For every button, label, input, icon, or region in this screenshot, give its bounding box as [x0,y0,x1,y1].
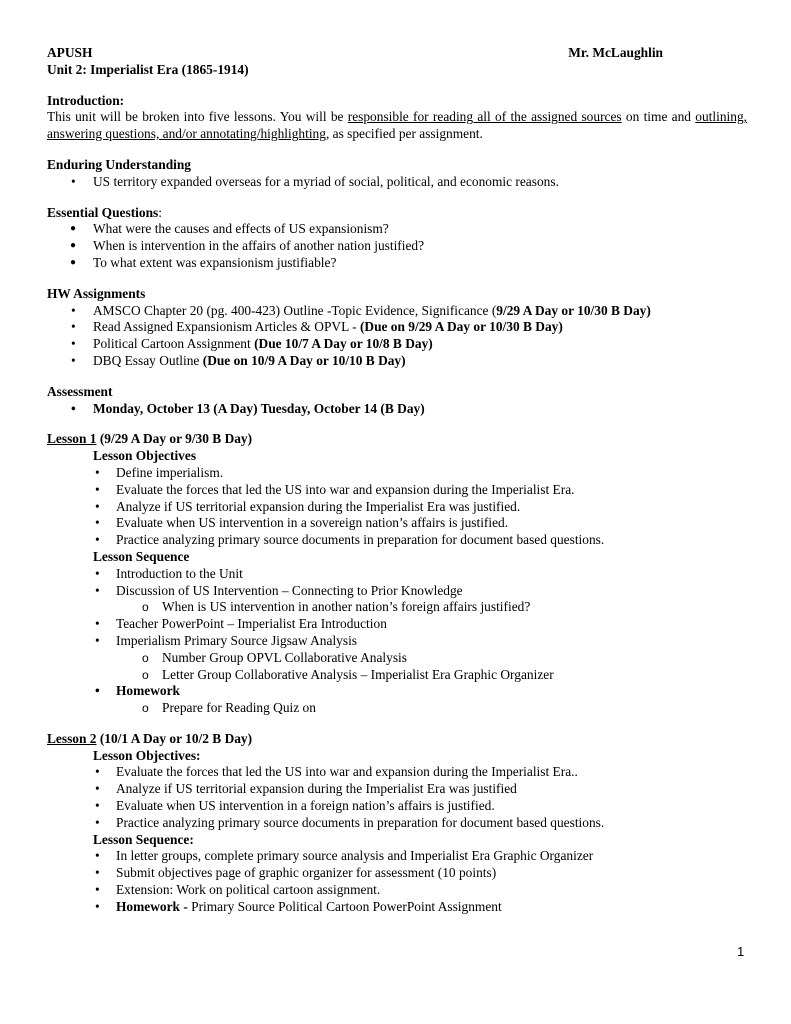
enduring-heading: Enduring Understanding [47,156,192,172]
sub-list-item: o Number Group OPVL Collaborative Analysis [47,650,747,667]
list-item: • Imperialism Primary Source Jigsaw Analysis [47,633,747,650]
hw-due: (Due on 10/9 A Day or 10/10 B Day) [202,352,406,368]
hw-due: 9/29 A Day or 10/30 B Day) [496,302,651,318]
homework-label: Homework - [116,898,188,914]
list-item: • Evaluate the forces that led the US into war and expansion during the Imperialist Era.. [47,764,747,781]
homework-text: Primary Source Political Cartoon PowerPoint Assignment [187,898,502,914]
sub-list-item: o Prepare for Reading Quiz on [47,700,747,717]
intro-text: This unit will be broken into five lessons. You will be [47,109,348,125]
intro-underline-1: responsible for reading all of the assigned sources [347,109,622,125]
lesson1-objectives-heading: Lesson Objectives [93,448,197,464]
course-name: APUSH [47,45,93,60]
list-item [47,353,747,370]
hw-text: Political Cartoon Assignment [93,336,255,352]
list-item: • Submit objectives page of graphic organizer for assessment (10 points) [47,865,747,882]
list-item [47,303,747,320]
list-item: • Monday, October 13 (A Day) Tuesday, October 14 (B Day) [47,401,747,418]
hw-text: AMSCO Chapter 20 (pg. 400-423) Outline -Topic Evidence, Significance ( [93,302,497,318]
list-item: • US territory expanded overseas for a myriad of social, political, and economic reasons. [47,174,747,191]
lesson2-date: (10/1 A Day or 10/2 B Day) [96,730,253,746]
sub-list-item: o When is US intervention in another nation’s foreign affairs justified? [47,599,747,616]
list-item: • Evaluate when US intervention in a sovereign nation’s affairs is justified. [47,515,747,532]
intro-paragraph [47,109,747,143]
essential-heading: Essential Questions [47,204,159,220]
list-item: • Analyze if US territorial expansion during the Imperialist Era was justified. [47,499,747,516]
list-item: • Define imperialism. [47,465,747,482]
list-item [47,899,747,916]
list-item: • In letter groups, complete primary source analysis and Imperialist Era Graphic Organizer [47,848,747,865]
document-page [47,45,747,916]
page-number: 1 [737,944,745,959]
list-item: ● To what extent was expansionism justifiable? [47,255,747,272]
intro-text: , as specified per assignment. [325,126,483,142]
list-item: • Practice analyzing primary source documents in preparation for document based questions. [47,532,747,549]
list-item: ● What were the causes and effects of US expansionism? [47,221,747,238]
lesson1-heading [47,431,747,448]
list-item [47,336,747,353]
intro-text: on time and [621,109,696,125]
lesson1-sequence-heading: Lesson Sequence [93,548,190,564]
hw-due: (Due on 9/29 A Day or 10/30 B Day) [359,319,563,335]
intro-heading: Introduction: [47,92,125,108]
header-row [47,45,747,62]
list-item: ● When is intervention in the affairs of another nation justified? [47,238,747,255]
list-item [47,319,747,336]
essential-heading-row [47,205,747,222]
list-item: • Teacher PowerPoint – Imperialist Era Introduction [47,616,747,633]
lesson2-sequence-heading: Lesson Sequence: [93,831,194,847]
list-item: • Evaluate when US intervention in a foreign nation’s affairs is justified. [47,798,747,815]
list-item: • Homework [47,683,747,700]
hw-heading: HW Assignments [47,285,146,301]
list-item: • Discussion of US Intervention – Connecting to Prior Knowledge [47,583,747,600]
essential-colon: : [158,204,162,220]
list-item: • Introduction to the Unit [47,566,747,583]
hw-due: (Due 10/7 A Day or 10/8 B Day) [254,336,433,352]
hw-text: Read Assigned Expansionism Articles & OPVL - [93,319,360,335]
list-item: • Extension: Work on political cartoon assignment. [47,882,747,899]
intro-underline-2: outlining, answering questions, and/or annotating/highlighting [47,109,747,142]
lesson1-date: (9/29 A Day or 9/30 B Day) [96,431,253,447]
unit-title: Unit 2: Imperialist Era (1865-1914) [47,61,249,77]
lesson2-label: Lesson 2 [47,730,97,746]
lesson2-objectives-heading: Lesson Objectives: [93,747,201,763]
lesson2-heading [47,731,747,748]
hw-text: DBQ Essay Outline [93,352,203,368]
list-item: • Analyze if US territorial expansion during the Imperialist Era was justified [47,781,747,798]
teacher-name: Mr. McLaughlin [568,45,663,60]
lesson1-label: Lesson 1 [47,431,97,447]
list-item: • Practice analyzing primary source documents in preparation for document based questions. [47,815,747,832]
sub-list-item: o Letter Group Collaborative Analysis – Imperialist Era Graphic Organizer [47,667,747,684]
list-item: • Evaluate the forces that led the US into war and expansion during the Imperialist Era. [47,482,747,499]
assessment-heading: Assessment [47,383,113,399]
